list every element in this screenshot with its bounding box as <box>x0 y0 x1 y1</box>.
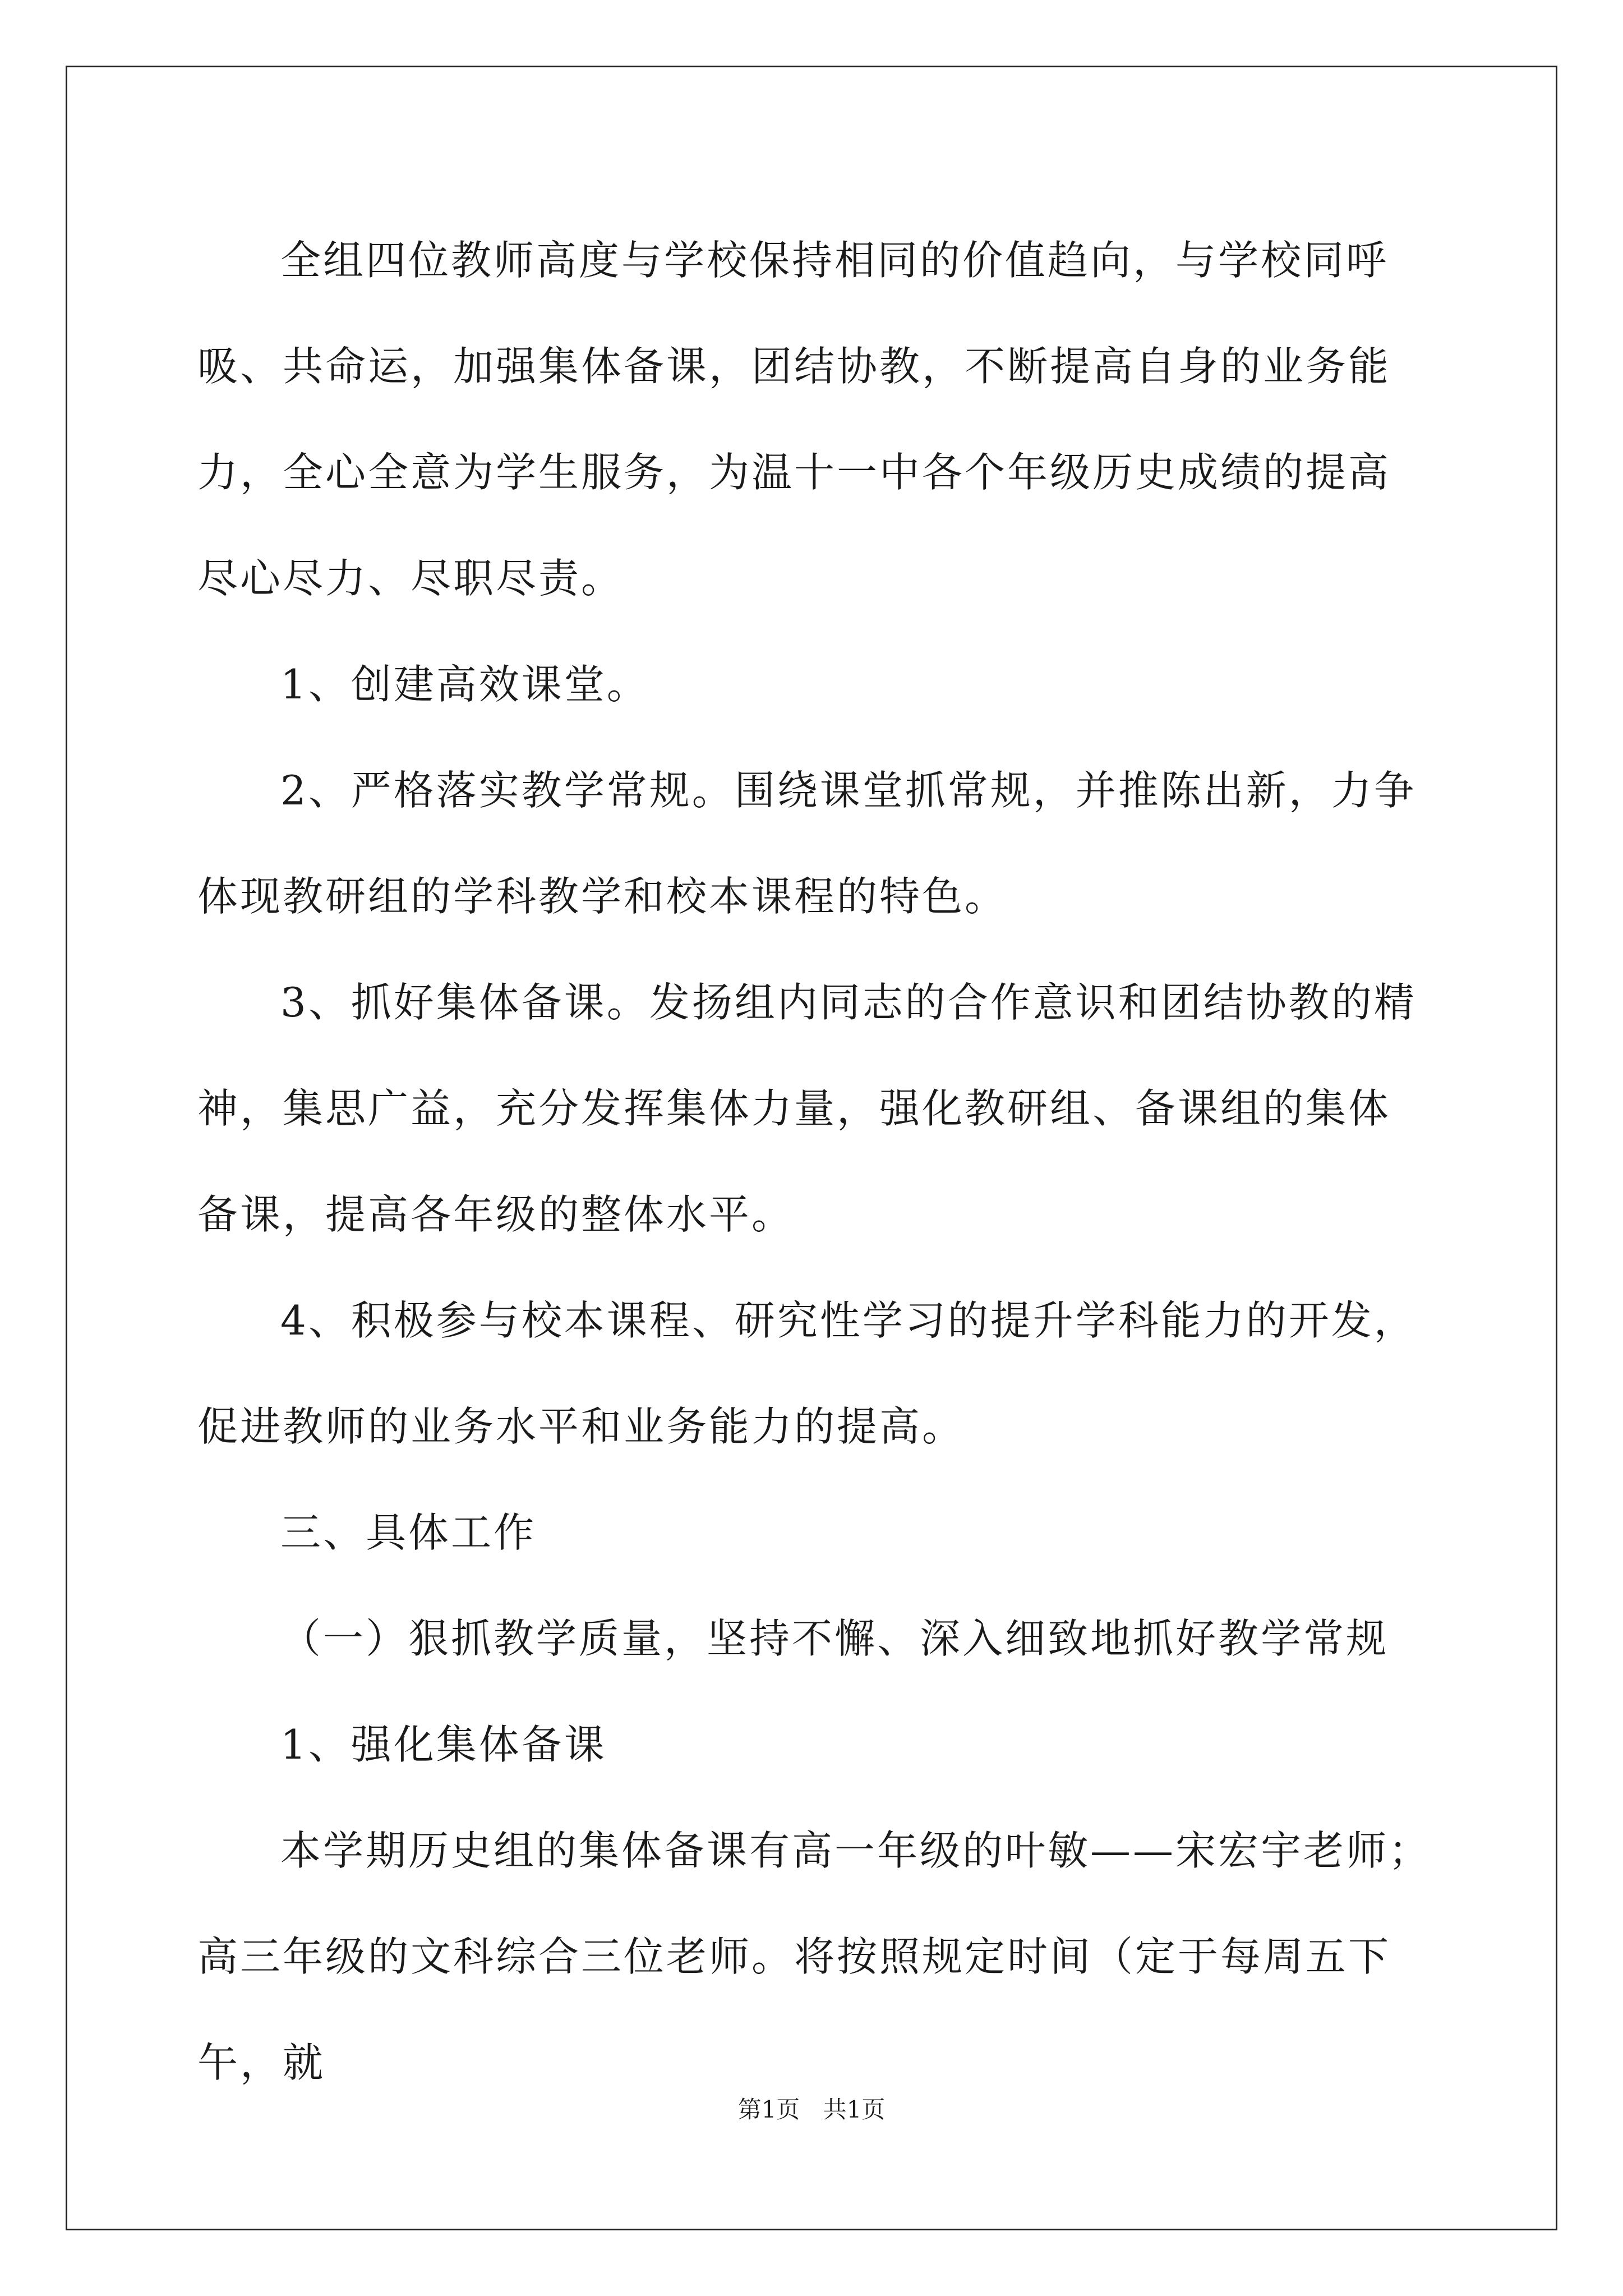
page-number-total: 共1页 <box>823 2096 886 2123</box>
paragraph-item-3: 3、抓好集体备课。发扬组内同志的合作意识和团结协教的精神，集思广益，充分发挥集体力量，强化教研组、备课组的集体备课，提高各年级的整体水平。 <box>197 979 1417 1238</box>
paragraph-collective-prep: 本学期历史组的集体备课有高一年级的叶敏——宋宏宇老师；高三年级的文科综合三位老师。将按照规定时间（定于每周五下午，就 <box>197 1827 1432 2086</box>
section-heading-3: 三、具体工作 <box>280 1509 537 1556</box>
paragraph-item-1: 1、创建高效课堂。 <box>280 661 649 708</box>
page-number-current: 第1页 <box>737 2096 800 2123</box>
page-footer <box>0 2091 1623 2125</box>
subsection-heading-1: （一）狠抓教学质量，坚持不懈、深入细致地抓好教学常规 <box>280 1615 1389 1662</box>
paragraph-intro: 全组四位教师高度与学校保持相同的价值趋向，与学校同呼吸、共命运，加强集体备课，团结协教，不断提高自身的业务能力，全心全意为学生服务，为温十一中各个年级历史成绩的提高尽心尽力、尽职尽责。 <box>197 237 1391 602</box>
paragraph-item-2: 2、严格落实教学常规。围绕课堂抓常规，并推陈出新，力争体现教研组的学科教学和校本课程的特色。 <box>197 767 1417 920</box>
subsection-item-1: 1、强化集体备课 <box>280 1721 607 1768</box>
paragraph-item-4: 4、积极参与校本课程、研究性学习的提升学科能力的开发，促进教师的业务水平和业务能力的提高。 <box>197 1297 1417 1450</box>
document-body <box>197 208 1431 2116</box>
